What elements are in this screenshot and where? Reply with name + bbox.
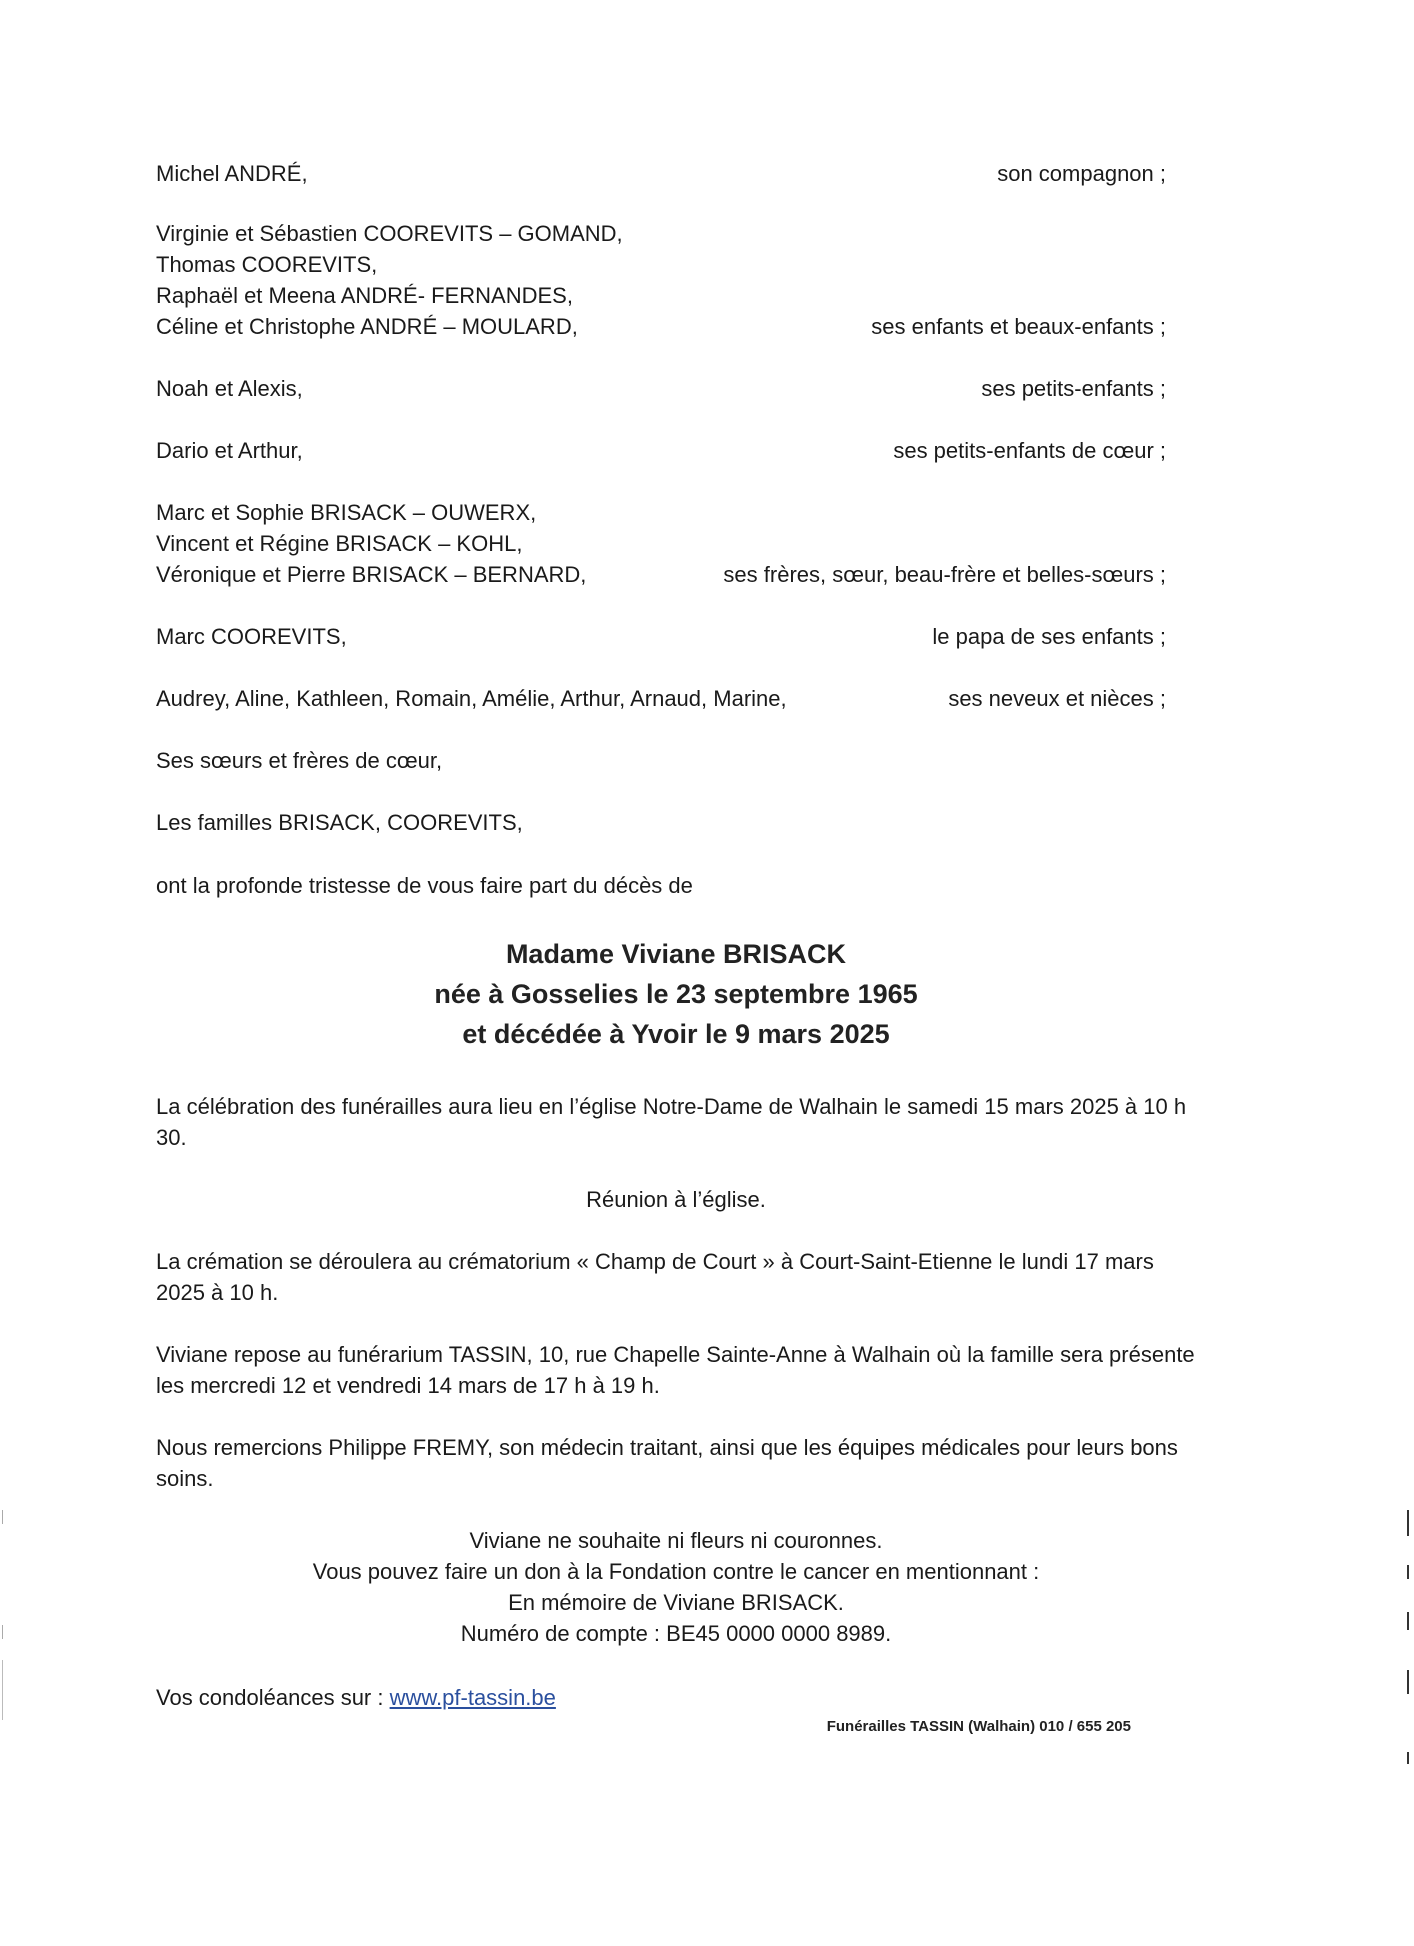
family-relation: ses enfants et beaux-enfants ;	[871, 314, 1166, 339]
reunion-line: Réunion à l’église.	[586, 1187, 766, 1212]
family-names: Noah et Alexis,	[156, 376, 303, 401]
family-row-siblings	[156, 497, 1166, 590]
family-relation: son compagnon ;	[997, 161, 1166, 186]
condolences-text	[156, 1682, 556, 1713]
family-names: Audrey, Aline, Kathleen, Romain, Amélie, Arthur, Arnaud, Marine,	[156, 686, 787, 711]
deceased-name: Madame Viviane BRISACK	[505, 939, 847, 969]
scan-mark	[1407, 1612, 1409, 1630]
family-names: Les familles BRISACK, COOREVITS,	[156, 810, 523, 835]
visitation-paragraph: Viviane repose au funérarium TASSIN, 10, rue Chapelle Sainte-Anne à Walhain où la famille sera présente les mercredi 12 et vendredi 14 mars de 17 h à 19 h.	[156, 1342, 1195, 1398]
family-name-line: Vincent et Régine BRISACK – KOHL,	[156, 531, 523, 556]
thanks-paragraph: Nous remercions Philippe FREMY, son médecin traitant, ainsi que les équipes médicales pour leurs bons soins.	[156, 1435, 1178, 1491]
scan-mark	[1407, 1565, 1409, 1579]
intro-text: ont la profonde tristesse de vous faire part du décès de	[156, 873, 693, 898]
family-name-line: Céline et Christophe ANDRÉ – MOULARD,	[156, 314, 578, 339]
wishes-line: Numéro de compte : BE45 0000 0000 8989.	[460, 1621, 892, 1646]
condolences-link[interactable]: www.pf-tassin.be	[389, 1685, 556, 1710]
family-names: Ses sœurs et frères de cœur,	[156, 748, 443, 773]
wishes-line: Vous pouvez faire un don à la Fondation contre le cancer en mentionnant :	[312, 1559, 1040, 1584]
cremation-paragraph: La crémation se déroulera au crématorium « Champ de Court » à Court-Saint-Etienne le lundi 17 mars 2025 à 10 h.	[156, 1249, 1154, 1305]
family-name-line: Thomas COOREVITS,	[156, 252, 378, 277]
death-line: et décédée à Yvoir le 9 mars 2025	[462, 1019, 890, 1049]
family-name-line: Véronique et Pierre BRISACK – BERNARD,	[156, 562, 587, 587]
wishes-line: En mémoire de Viviane BRISACK.	[508, 1590, 844, 1615]
funeral-home-footer: Funérailles TASSIN (Walhain) 010 / 655 205	[826, 1718, 1131, 1735]
scan-mark	[2, 1660, 3, 1720]
family-relation: ses neveux et nièces ;	[948, 686, 1166, 711]
condolences-label: Vos condoléances sur :	[156, 1685, 390, 1710]
birth-line: née à Gosselies le 23 septembre 1965	[434, 979, 918, 1009]
family-names: Marc COOREVITS,	[156, 624, 347, 649]
family-names: Michel ANDRÉ,	[156, 161, 308, 186]
family-relation: ses petits-enfants ;	[981, 376, 1166, 401]
family-relation: le papa de ses enfants ;	[932, 624, 1166, 649]
family-names	[156, 218, 623, 342]
wishes-line: Viviane ne souhaite ni fleurs ni couronnes.	[469, 1528, 883, 1553]
ceremony-paragraph: La célébration des funérailles aura lieu en l’église Notre-Dame de Walhain le samedi 15 mars 2025 à 10 h 30.	[156, 1094, 1187, 1150]
family-name-line: Raphaël et Meena ANDRÉ- FERNANDES,	[156, 283, 573, 308]
scan-mark	[2, 1510, 3, 1524]
scan-mark	[2, 1625, 3, 1639]
scan-mark	[1407, 1752, 1409, 1764]
family-name-line: Marc et Sophie BRISACK – OUWERX,	[156, 500, 537, 525]
family-names: Dario et Arthur,	[156, 438, 303, 463]
family-relation: ses petits-enfants de cœur ;	[893, 438, 1166, 463]
scan-mark	[1407, 1670, 1409, 1694]
family-name-line: Virginie et Sébastien COOREVITS – GOMAND,	[156, 221, 623, 246]
family-names	[156, 497, 586, 590]
scan-mark	[1407, 1510, 1409, 1536]
family-relation: ses frères, sœur, beau-frère et belles-sœurs ;	[723, 562, 1166, 587]
family-row-children	[156, 218, 1166, 342]
